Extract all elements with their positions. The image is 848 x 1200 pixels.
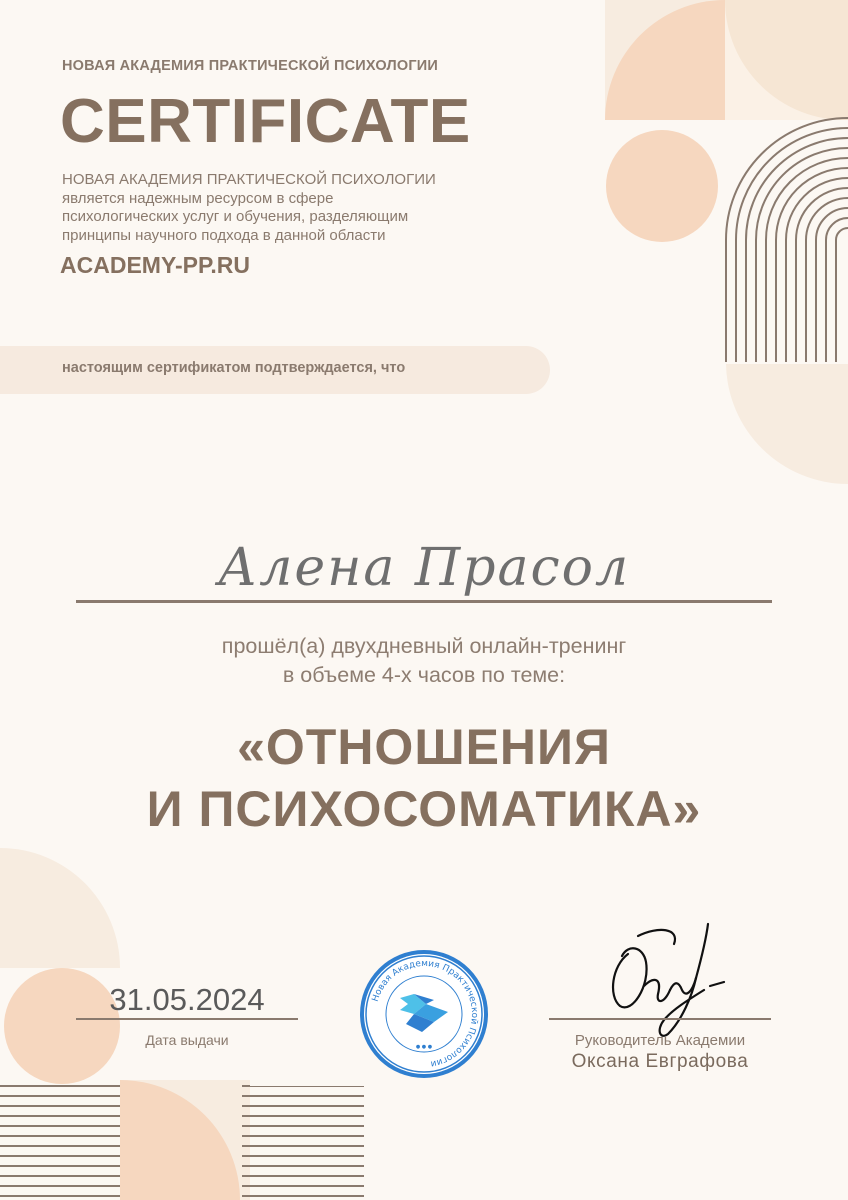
signature-icon [598, 916, 738, 1046]
seal-text: Новая Академия Практической Психологии [370, 958, 480, 1069]
description-line-4: принципы научного подхода в данной области [62, 226, 386, 244]
organization-description [62, 171, 522, 245]
course-description [76, 632, 772, 690]
academy-seal-icon [358, 948, 490, 1080]
course-title [40, 716, 808, 840]
confirmation-text: настоящим сертификатом подтверждается, что [62, 360, 406, 376]
bottom-left-decoration [0, 840, 250, 1200]
description-line-2: является надежным ресурсом в сфере [62, 189, 334, 207]
director-label: Руководитель Академии [574, 1032, 746, 1049]
director-name: Оксана Евграфова [571, 1051, 749, 1072]
certificate-title: CERTIFICATE [60, 87, 471, 156]
description-line-3: психологических услуг и обучения, разделяющим [62, 208, 409, 225]
course-description-line-1: прошёл(а) двухдневный онлайн-тренинг [221, 634, 627, 658]
website: ACADEMY-PP.RU [60, 252, 250, 278]
issue-date: 31.05.2024 [109, 982, 265, 1017]
organization-name: НОВАЯ АКАДЕМИЯ ПРАКТИЧЕСКОЙ ПСИХОЛОГИИ [62, 58, 439, 74]
recipient-name: Алена Прасол [217, 538, 631, 598]
top-right-decoration [580, 0, 848, 500]
date-underline [76, 1018, 298, 1020]
signature-underline [549, 1018, 771, 1020]
course-title-line-1: «ОТНОШЕНИЯ [237, 719, 611, 775]
issue-date-label: Дата выдачи [145, 1032, 229, 1048]
recipient-underline [76, 600, 772, 603]
course-description-line-2: в объеме 4-х часов по теме: [282, 663, 566, 687]
svg-text:● ● ●: ● ● ● [415, 1044, 433, 1050]
bottom-stripes [242, 1086, 366, 1200]
course-title-line-2: И ПСИХОСОМАТИКА» [146, 781, 702, 837]
description-line-1: НОВАЯ АКАДЕМИЯ ПРАКТИЧЕСКОЙ ПСИХОЛОГИИ [62, 171, 436, 188]
